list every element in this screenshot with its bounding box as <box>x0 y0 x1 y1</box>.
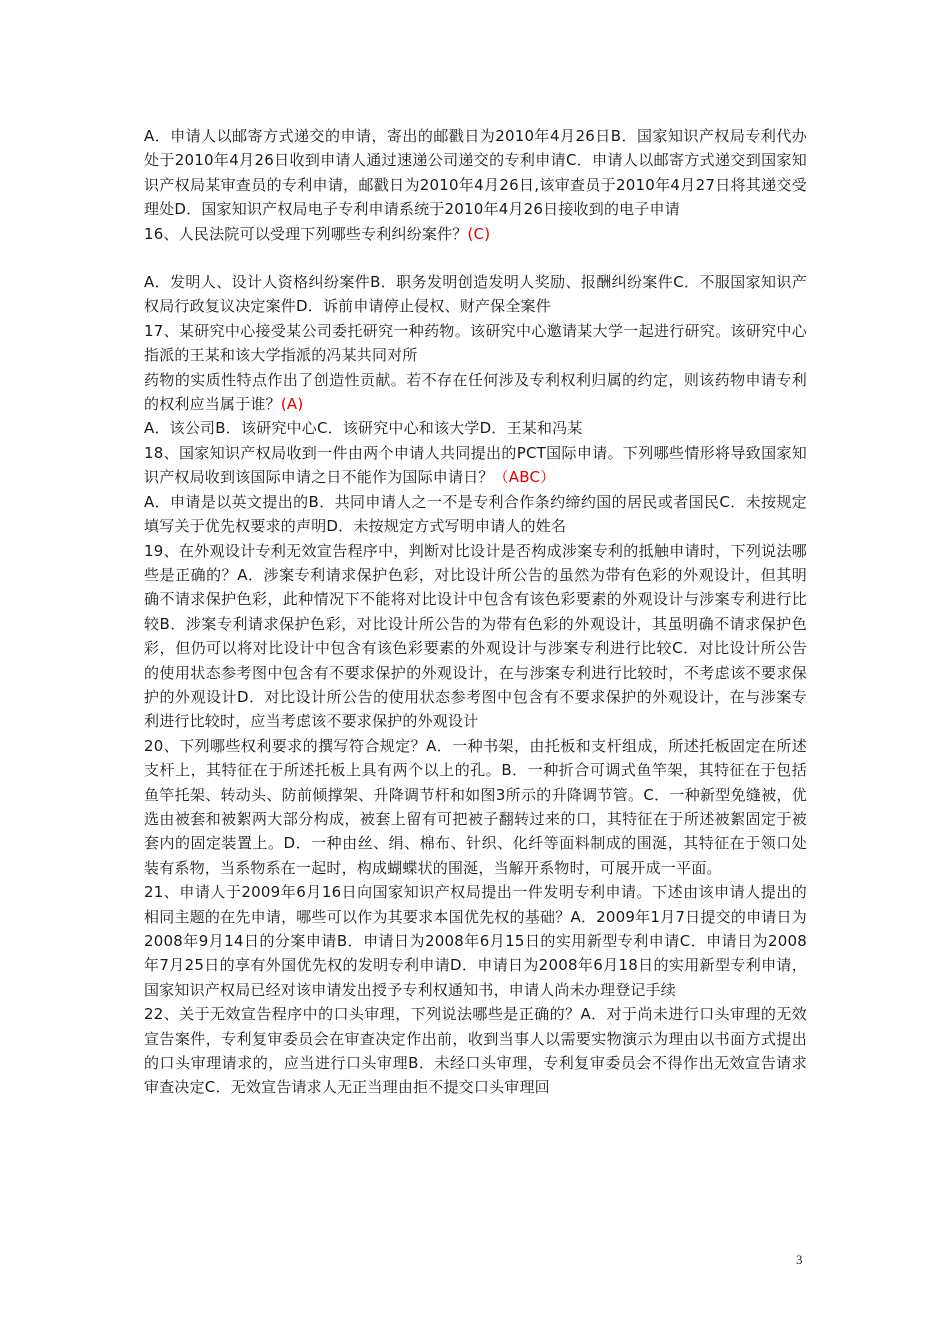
page-number: 3 <box>796 1252 803 1267</box>
question-19: 19、在外观设计专利无效宣告程序中，判断对比设计是否构成涉案专利的抵触申请时，下列说法哪些是正确的？A．涉案专利请求保护色彩，对比设计所公告的虽然为带有色彩的外观设计，但其明确不请求保护色彩，此种情况下不能将对比设计中包含有该色彩要素的外观设计与涉案专利进行比较B．涉案专利请求保护色彩，对比设计所公告的为带有色彩的外观设计，其虽明确不请求保护色彩，但仍可以将对比设计中包含有该色彩要素的外观设计与涉案专利进行比较C．对比设计所公告的使用状态参考图中包含有不要求保护的外观设计，在与涉案专利进行比较时，不考虑该不要求保护的外观设计D．对比设计所公告的使用状态参考图中包含有不要求保护的外观设计，在与涉案专利进行比较时，应当考虑该不要求保护的外观设计 <box>144 541 807 731</box>
question-18-text: 18、国家知识产权局收到一件由两个申请人共同提出的PCT国际申请。下列哪些情形将导致国家知识产权局收到该国际申请之日不能作为国际申请日？ <box>144 443 807 487</box>
question-16 <box>144 222 807 246</box>
question-17-text: 药物的实质性特点作出了创造性贡献。若不存在任何涉及专利权利归属的约定，则该药物申请专利的权利应当属于谁？ <box>144 370 807 414</box>
paragraph-16-options: A．发明人、设计人资格纠纷案件B．职务发明创造发明人奖励、报酬纠纷案件C．不服国家知识产权局行政复议决定案件D．诉前申请停止侵权、财产保全案件 <box>144 273 807 316</box>
document-body <box>144 124 807 1100</box>
question-22: 22、关于无效宣告程序中的口头审理，下列说法哪些是正确的？A．对于尚未进行口头审理的无效宣告案件，专利复审委员会在审查决定作出前，收到当事人以需要实物演示为理由以书面方式提出的口头审理请求的，应当进行口头审理B．未经口头审理，专利复审委员会不得作出无效宣告请求审查决定C．无效宣告请求人无正当理由拒不提交口头审理回 <box>144 1005 807 1097</box>
paragraph-17-options: A．该公司B．该研究中心C．该研究中心和该大学D．王某和冯某 <box>144 419 583 438</box>
answer-17: (A) <box>280 395 304 414</box>
question-16-text: 16、人民法院可以受理下列哪些专利纠纷案件？ <box>144 224 468 243</box>
answer-18: （ABC） <box>493 468 556 487</box>
blank-line <box>144 246 807 270</box>
paragraph-18-options: A．申请是以英文提出的B．共同申请人之一不是专利合作条约缔约国的居民或者国民C．未按规定填写关于优先权要求的声明D．未按规定方式写明申请人的姓名 <box>144 492 807 536</box>
question-20: 20、下列哪些权利要求的撰写符合规定？A．一种书架，由托板和支杆组成，所述托板固定在所述支杆上，其特征在于所述托板上具有两个以上的孔。B．一种折合可调式鱼竿架，其特征在于包括鱼竿托架、转动头、防前倾撑架、升降调节杆和如图3所示的升降调节管。C．一种新型免缝被，优选由被套和被絮两大部分构成，被套上留有可把被子翻转过来的口，其特征在于所述被絮固定于被套内的固定装置上。D．一种由丝、绢、棉布、针织、化纤等面料制成的围涎，其特征在于领口处装有系物，当系物系在一起时，构成蝴蝶状的围涎，当解开系物时，可展开成一平面。 <box>144 736 807 877</box>
question-21: 21、申请人于2009年6月16日向国家知识产权局提出一件发明专利申请。下述由该申请人提出的相同主题的在先申请，哪些可以作为其要求本国优先权的基础？A．2009年1月7日提交的申请日为2008年9月14日的分案申请B．申请日为2008年6月15日的实用新型专利申请C．申请日为2008年7月25日的享有外国优先权的发明专利申请D．申请日为2008年6月18日的实用新型专利申请，国家知识产权局已经对该申请发出授予专利权通知书，申请人尚未办理登记手续 <box>144 883 807 999</box>
question-18 <box>144 441 807 490</box>
question-17-part1: 17、某研究中心接受某公司委托研究一种药物。该研究中心邀请某大学一起进行研究。该研究中心指派的王某和该大学指派的冯某共同对所 <box>144 321 807 365</box>
answer-16: (C) <box>467 224 491 243</box>
paragraph-15-options: A．申请人以邮寄方式递交的申请，寄出的邮戳日为2010年4月26日B．国家知识产权局专利代办处于2010年4月26日收到申请人通过速递公司递交的专利申请C．申请人以邮寄方式递交到国家知识产权局某审查员的专利申请，邮戳日为2010年4月26日,该审查员于2010年4月27日将其递交受理处D．国家知识产权局电子专利申请系统于2010年4月26日接收到的电子申请 <box>144 127 807 219</box>
question-17-part2 <box>144 368 807 417</box>
